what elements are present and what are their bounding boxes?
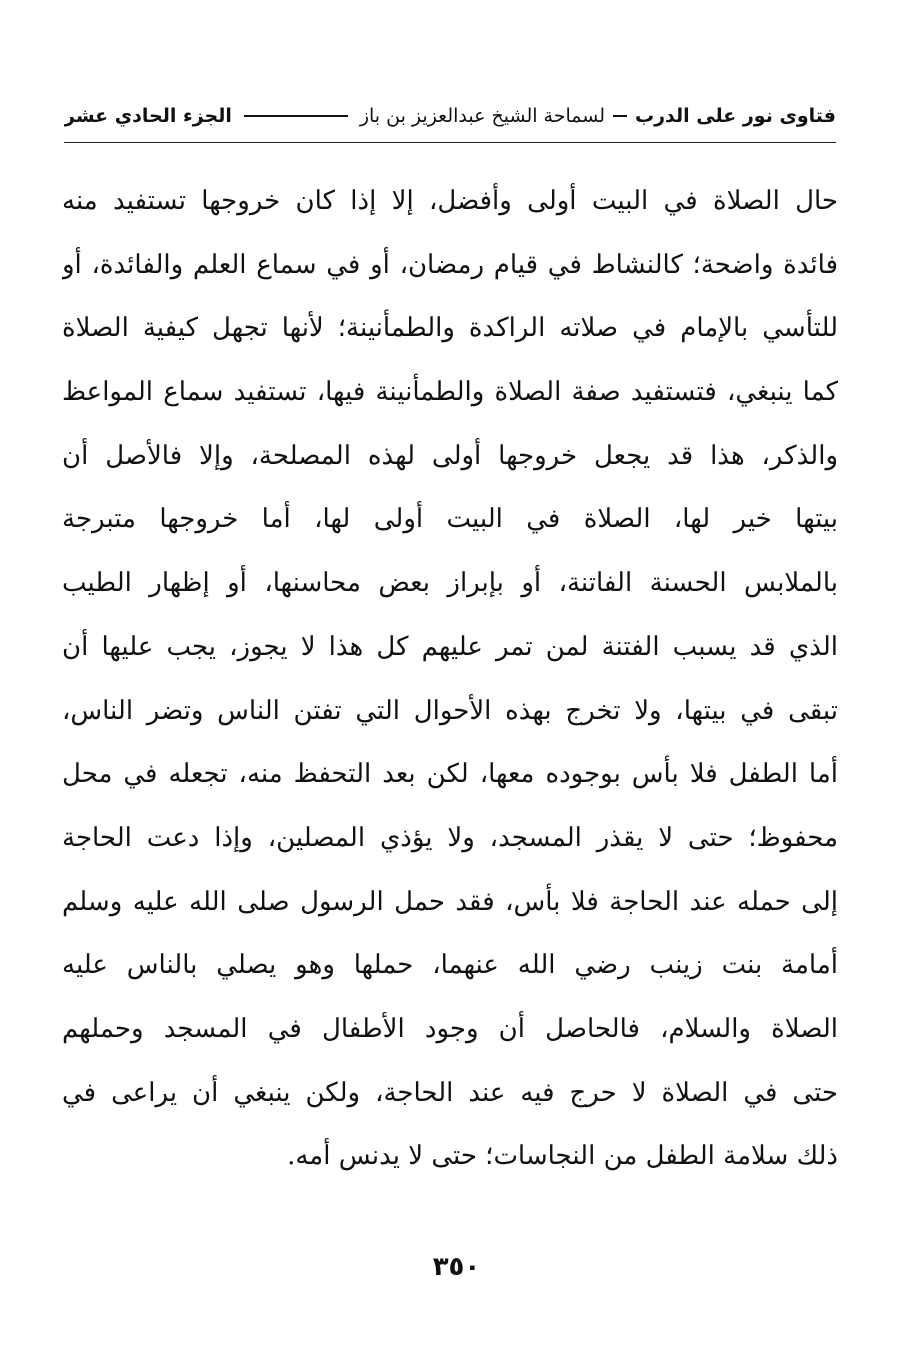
body-text (62, 170, 838, 1189)
text-line: الذي قد يسبب الفتنة لمن تمر عليهم كل هذا لا يجوز، يجب عليها أن (62, 631, 838, 662)
text-line: ذلك سلامة الطفل من النجاسات؛ حتى لا يدنس أمه. (287, 1141, 838, 1172)
page-number: ٣٥٠ (432, 1252, 481, 1282)
text-line: بيتها خير لها، الصلاة في البيت أولى لها، أما خروجها متبرجة (62, 504, 838, 535)
series-title: فتاوى نور على الدرب (635, 105, 836, 127)
text-line: حال الصلاة في البيت أولى وأفضل، إلا إذا كان خروجها تستفيد منه (62, 186, 838, 216)
author-name: لسماحة الشيخ عبدالعزيز بن باز (359, 105, 605, 127)
running-header (64, 96, 836, 136)
text-line: كما ينبغي، فتستفيد صفة الصلاة والطمأنينة فيها، تستفيد سماع المواعظ (62, 377, 838, 408)
text-line: للتأسي بالإمام في صلاته الراكدة والطمأنينة؛ لأنها تجهل كيفية الصلاة (62, 313, 838, 344)
text-line: محفوظ؛ حتى لا يقذر المسجد، ولا يؤذي المصلين، وإذا دعت الحاجة (62, 822, 838, 853)
text-line: إلى حمله عند الحاجة فلا بأس، فقد حمل الرسول صلى الله عليه وسلم (62, 886, 838, 917)
header-dash (613, 115, 627, 117)
text-line: والذكر، هذا قد يجعل خروجها أولى لهذه المصلحة، وإلا فالأصل أن (62, 440, 838, 471)
text-line: بالملابس الحسنة الفاتنة، أو بإبراز بعض محاسنها، أو إظهار الطيب (62, 568, 838, 599)
part-title: الجزء الحادي عشر (64, 105, 232, 127)
text-line: أمامة بنت زينب رضي الله عنهما، حملها وهو يصلي بالناس عليه (62, 950, 838, 981)
text-line: تبقى في بيتها، ولا تخرج بهذه الأحوال التي تفتن الناس وتضر الناس، (62, 695, 838, 726)
text-line: حتى في الصلاة لا حرج فيه عند الحاجة، ولكن ينبغي أن يراعى في (62, 1077, 838, 1108)
text-line: أما الطفل فلا بأس بوجوده معها، لكن بعد التحفظ منه، تجعله في محل (62, 759, 838, 790)
header-rule (244, 115, 348, 117)
text-line: الصلاة والسلام، فالحاصل أن وجود الأطفال في المسجد وحملهم (62, 1013, 838, 1044)
header-divider (64, 142, 836, 143)
text-line: فائدة واضحة؛ كالنشاط في قيام رمضان، أو في سماع العلم والفائدة، أو (62, 249, 838, 280)
